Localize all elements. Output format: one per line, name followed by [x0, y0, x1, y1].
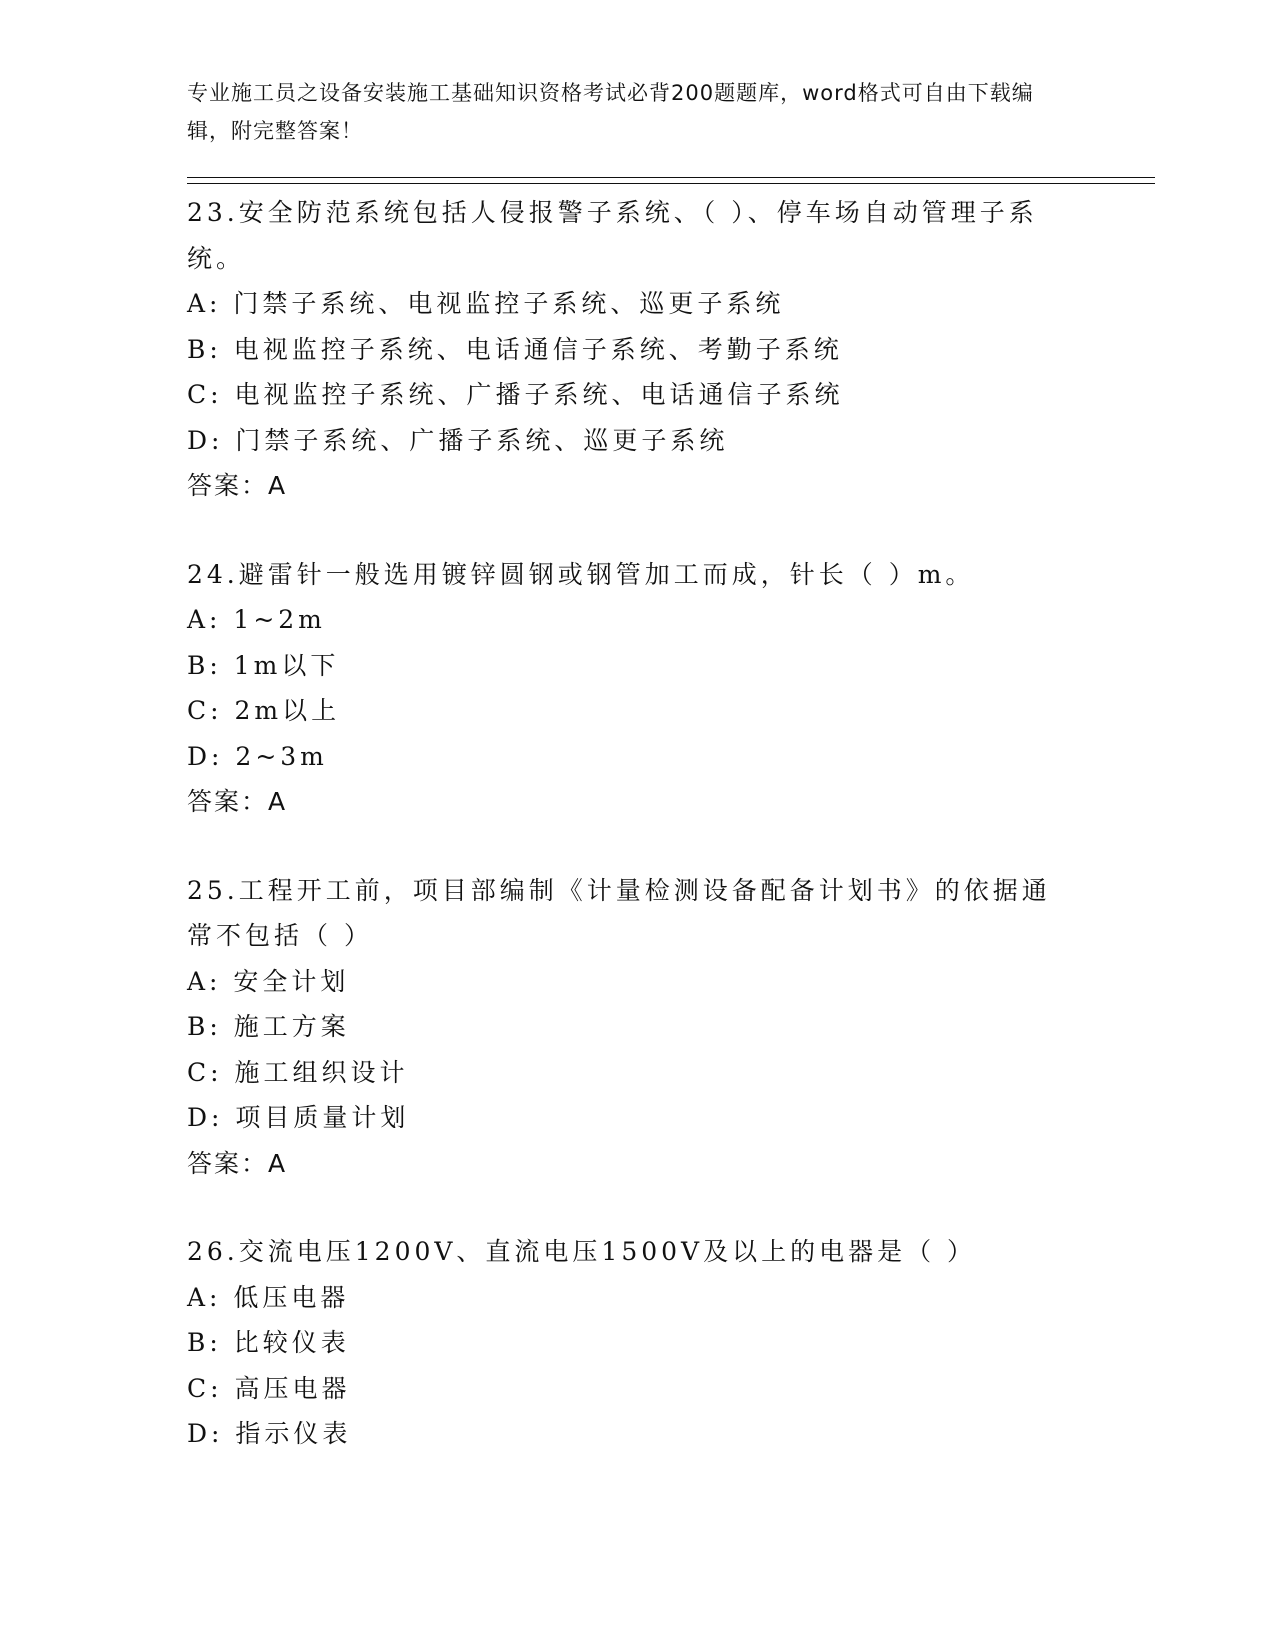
option-a: A: 安全计划	[187, 966, 350, 996]
answer-text: 答案：A	[187, 471, 288, 500]
question-26	[187, 1229, 1087, 1457]
option-c: C: 2m以上	[187, 696, 341, 725]
question-stem: 24.避雷针一般选用镀锌圆钢或钢管加工而成，针长（ ）m。	[187, 559, 975, 589]
question-24	[187, 552, 1087, 825]
question-list	[187, 190, 1087, 1500]
option-a: A: 低压电器	[187, 1282, 350, 1312]
option-a: A: 1~2m	[187, 605, 326, 634]
answer-text: 答案：A	[187, 1148, 288, 1178]
question-stem: 23.安全防范系统包括人侵报警子系统、（ ）、停车场自动管理子系统。	[187, 198, 1038, 273]
answer-text: 答案：A	[187, 787, 288, 816]
option-b: B: 施工方案	[187, 1012, 350, 1041]
header-divider-top	[187, 177, 1155, 178]
option-d: D: 指示仪表	[187, 1419, 352, 1448]
question-stem: 25.工程开工前，项目部编制《计量检测设备配备计划书》的依据通常不包括（ ）	[187, 875, 1051, 950]
option-c: C: 施工组织设计	[187, 1057, 409, 1087]
option-b: B: 比较仪表	[187, 1328, 350, 1357]
option-a: A: 门禁子系统、电视监控子系统、巡更子系统	[187, 289, 785, 318]
option-d: D: 2~3m	[187, 741, 328, 771]
question-25	[187, 868, 1087, 1187]
option-d: D: 门禁子系统、广播子系统、巡更子系统	[187, 425, 729, 455]
option-b: B: 1m以下	[187, 650, 340, 680]
question-23	[187, 190, 1087, 509]
option-d: D: 项目质量计划	[187, 1103, 410, 1132]
document-header: 专业施工员之设备安装施工基础知识资格考试必背200题题库，word格式可自由下载编辑，附完整答案！	[187, 81, 1034, 143]
header-divider-bottom	[187, 183, 1155, 184]
option-b: B: 电视监控子系统、电话通信子系统、考勤子系统	[187, 334, 843, 364]
question-stem: 26.交流电压1200V、直流电压1500V及以上的电器是（ ）	[187, 1237, 977, 1266]
option-c: C: 高压电器	[187, 1373, 351, 1403]
option-c: C: 电视监控子系统、广播子系统、电话通信子系统	[187, 380, 844, 409]
